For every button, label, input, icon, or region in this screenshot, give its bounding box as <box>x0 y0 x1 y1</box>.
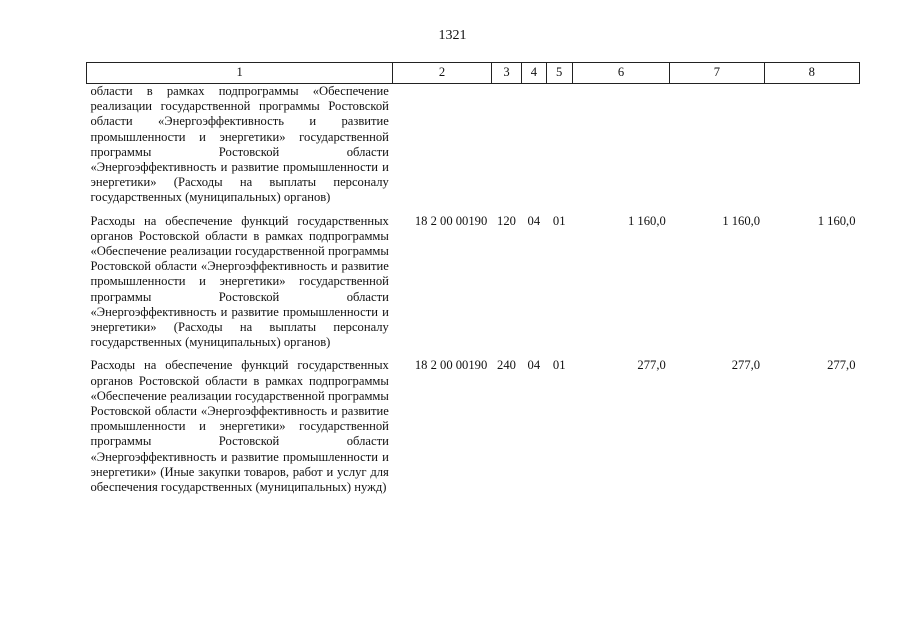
row-expense-type: 240 <box>497 358 516 373</box>
page-number: 1321 <box>438 28 467 43</box>
budget-table <box>86 62 860 497</box>
row-amount-3: 277,0 <box>827 358 856 373</box>
table-row <box>87 208 860 353</box>
row-section: 04 <box>527 358 541 373</box>
table-body <box>87 84 860 498</box>
header-col-1: 1 <box>87 63 393 84</box>
row-target-code <box>393 84 491 208</box>
table-header <box>87 63 860 84</box>
row-amount-1: 277,0 <box>637 358 666 373</box>
header-col-5: 5 <box>546 63 572 84</box>
row-section <box>522 84 546 208</box>
header-row <box>87 63 860 84</box>
header-col-8: 8 <box>764 63 859 84</box>
row-target-code: 18 2 00 00190 <box>414 358 488 373</box>
row-subsection: 01 <box>552 358 566 373</box>
table-row <box>87 84 860 208</box>
row-subsection: 01 <box>552 213 566 228</box>
row-description: Расходы на обеспечение функций государственных органов Ростовской области в рамках подпрограммы «Обеспечение реализации государственной программы Ростовской области «Энергоэффективность и развитие промышленности и энергетики» государственной программы Ростовской области «Энергоэффективность и развитие промышленности и энергетики» (Иные закупки товаров, работ и услуг для обеспечения государственных (муниципальных) нужд) <box>90 358 389 495</box>
row-amount-2: 277,0 <box>731 358 761 373</box>
row-description: Расходы на обеспечение функций государственных органов Ростовской области в рамках подпрограммы «Обеспечение реализации государственной программы Ростовской области «Энергоэффективность и развитие промышленности и энергетики» государственной программы Ростовской области «Энергоэффективность и развитие промышленности и энергетики» (Расходы на выплаты персоналу государственных (муниципальных) органов) <box>90 213 389 350</box>
row-target-code: 18 2 00 00190 <box>414 213 488 228</box>
row-expense-type: 120 <box>497 213 516 228</box>
row-amount-3 <box>764 84 859 208</box>
row-description: области в рамках подпрограммы «Обеспечение реализации государственной программы Ростовской области «Энергоэффективность и развитие промышленности и энергетики» государственной программы Ростовской области «Энергоэффективность и развитие промышленности и энергетики» (Расходы на выплаты персоналу государственных (муниципальных) органов) <box>90 84 389 205</box>
row-amount-1: 1 160,0 <box>627 213 666 228</box>
row-expense-type <box>491 84 521 208</box>
row-subsection <box>546 84 572 208</box>
header-col-4: 4 <box>522 63 546 84</box>
header-col-2: 2 <box>393 63 491 84</box>
row-amount-2 <box>670 84 764 208</box>
row-amount-2: 1 160,0 <box>722 213 761 228</box>
row-section: 04 <box>527 213 541 228</box>
row-amount-1 <box>572 84 669 208</box>
header-col-7: 7 <box>670 63 764 84</box>
header-col-6: 6 <box>572 63 669 84</box>
row-amount-3: 1 160,0 <box>817 213 856 228</box>
header-col-3: 3 <box>491 63 521 84</box>
table-row <box>87 352 860 497</box>
